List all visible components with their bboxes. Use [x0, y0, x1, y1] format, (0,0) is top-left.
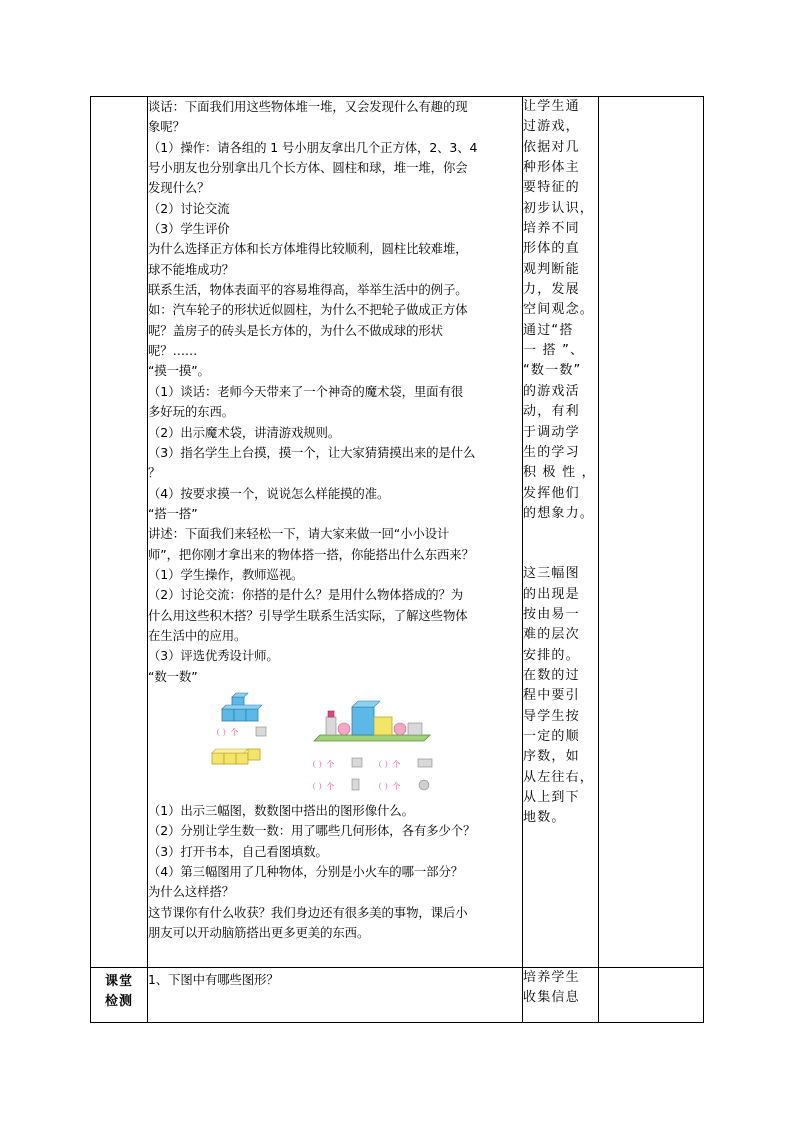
process-line: “摸一摸”。: [148, 363, 210, 379]
process-line: 呢？……: [148, 343, 198, 359]
shapes-illustration: [208, 691, 448, 795]
process-text-after: [148, 801, 522, 943]
intent-line: 于调动学: [523, 424, 580, 440]
check-label-cell: [91, 968, 148, 1023]
process-line: 呢？盖房子的砖头是长方体的，为什么不做成球的形状: [148, 322, 443, 338]
check-row: [91, 968, 704, 1023]
intent-line: 发挥他们: [523, 485, 580, 501]
process-line: 这节课你有什么收获？我们身边还有很多美的事物，课后小: [148, 904, 468, 920]
process-line: （1）出示三幅图，数数图中搭出的图形像什么。: [148, 802, 414, 818]
count-label-5: （ ）个: [374, 781, 401, 791]
process-line: （1）谈话：老师今天带来了一个神奇的魔术袋，里面有很: [148, 383, 464, 399]
intent-line: 在数的过: [523, 667, 580, 683]
process-line: （4）第三幅图用了几种物体，分别是小火车的哪一部分？: [148, 864, 464, 879]
count-label-1: （ ）个: [212, 727, 239, 737]
blue-cube-stack: [222, 693, 262, 721]
process-line: 联系生活，物体表面平的容易堆得高，举举生活中的例子。: [148, 282, 468, 298]
intent-line: 这三幅图: [523, 566, 580, 582]
intent-line: 依据对几: [523, 139, 580, 155]
ball-icon: [419, 780, 429, 790]
process-text: [148, 97, 522, 687]
intent-cell: [523, 97, 599, 968]
process-line: ？: [148, 465, 161, 481]
cube-icon: [256, 727, 266, 736]
intent-line: 的想象力。: [523, 505, 595, 521]
intent-line: 生的学习: [523, 444, 580, 460]
process-line: 象呢？: [148, 119, 185, 135]
process-line: （2）出示魔术袋，讲清游戏规则。: [148, 424, 341, 440]
intent-line: 通过“搭: [523, 322, 574, 338]
intent-line: 序数，如: [523, 749, 580, 765]
intent-line: 地数。: [523, 810, 566, 826]
process-line: （2）分别让学生数一数：用了哪些几何形体，各有多少个？: [148, 823, 476, 839]
intent-line: “数一数”: [523, 363, 582, 379]
counting-figure: [148, 691, 522, 799]
intent-line: 过游戏，: [523, 119, 580, 135]
check-label-line2: 检测: [104, 994, 133, 1009]
yellow-cube-row: [212, 749, 260, 764]
intent-line: 让学生通: [523, 99, 580, 114]
process-line: 师”，把你刚才拿出来的物体搭一搭，你能搭出什么东西来？: [148, 546, 474, 562]
check-intent-cell: [523, 968, 599, 1023]
intent-line: 动，有利: [523, 404, 580, 420]
intent-line: 按由易一: [523, 606, 580, 622]
process-line: （1）操作：请各组的 1 号小朋友拿出几个正方体，2、3、4: [148, 139, 478, 155]
intent-line: 一定的顺: [523, 728, 580, 744]
process-line: 号小朋友也分别拿出几个长方体、圆柱和球，堆一堆，你会: [148, 160, 468, 176]
check-notes-cell: [599, 968, 704, 1023]
intent-line: 要特征的: [523, 180, 580, 196]
check-question: 1、下图中有哪些图形？: [148, 972, 279, 987]
activity-row: [91, 97, 704, 968]
process-line: （3）评选优秀设计师。: [148, 648, 279, 664]
intent-line: 安排的。: [523, 647, 580, 663]
process-line: 谈话：下面我们用这些物体堆一堆，又会发现什么有趣的现: [148, 99, 468, 114]
process-line: （3）学生评价: [148, 221, 230, 237]
intent-line: 种形体主: [523, 160, 580, 176]
process-cell: [148, 97, 523, 968]
check-intent-line: 培养学生: [523, 970, 580, 985]
intent-line: 一 搭 ”、: [523, 343, 585, 359]
process-line: （2）讨论交流: [148, 200, 230, 216]
count-label-2: （ ）个: [308, 759, 335, 769]
process-line: 为什么选择正方体和长方体堆得比较顺利，圆柱比较难堆，: [148, 241, 468, 257]
process-line: 如：汽车轮子的形状近似圆柱，为什么不把轮子做成正方体: [148, 302, 468, 318]
process-line: （4）按要求摸一个，说说怎么样能摸的准。: [148, 485, 390, 501]
process-line: 多好玩的东西。: [148, 404, 235, 420]
process-line: （3）打开书本，自己看图填数。: [148, 843, 328, 859]
intent-text-b: [523, 564, 598, 828]
check-label-line1: 课堂: [104, 974, 133, 989]
check-content-cell: [148, 968, 523, 1023]
process-line: “搭一搭”: [148, 505, 198, 521]
intent-line: 观判断能: [523, 261, 580, 277]
intent-line: 难的层次: [523, 627, 580, 643]
process-line: 为什么这样搭？: [148, 884, 235, 900]
intent-line: 积 极 性 ，: [523, 465, 596, 481]
process-line: 发现什么？: [148, 180, 210, 196]
count-label-4: （ ）个: [308, 781, 335, 791]
check-intent-text: [523, 968, 598, 1009]
process-line: （3）指名学生上台摸，摸一个，让大家猜猜摸出来的是什么: [148, 444, 476, 460]
intent-text-a: [523, 97, 598, 524]
intent-line: 的游戏活: [523, 383, 580, 399]
intent-line: 程中要引: [523, 688, 580, 704]
intent-line: 空间观念。: [523, 302, 595, 318]
section-label-cell: [91, 97, 148, 968]
check-intent-line: 收集信息: [523, 990, 580, 1006]
intent-line: 培养不同: [523, 221, 580, 237]
lesson-table: [90, 96, 704, 1023]
intent-line: 从上到下: [523, 790, 580, 805]
process-line: （2）讨论交流：你搭的是什么？是用什么物体搭成的？为: [148, 587, 464, 603]
process-line: （1）学生操作，教师巡视。: [148, 566, 304, 582]
intent-line: 的出现是: [523, 586, 580, 602]
cylinder-icon: [352, 779, 359, 790]
cuboid-icon: [418, 759, 432, 767]
intent-line: 形体的直: [523, 241, 580, 257]
process-line: 什么用这些积木搭？引导学生联系生活实际，了解这些物体: [148, 607, 468, 623]
process-line: 讲述：下面我们来轻松一下，请大家来做一回“小小设计: [148, 526, 450, 542]
intent-line: 力，发展: [523, 282, 580, 298]
intent-line: 从左往右，: [523, 769, 595, 785]
process-line: 在生活中的应用。: [148, 627, 247, 643]
train-model: [314, 701, 430, 741]
intent-line: 初步认识，: [523, 200, 595, 216]
intent-line: 导学生按: [523, 708, 580, 724]
process-line: 朋友可以开动脑筋搭出更多更美的东西。: [148, 925, 370, 941]
notes-cell: [599, 97, 704, 968]
cube-icon: [352, 758, 362, 767]
process-line: “数一数”: [148, 668, 198, 684]
process-line: 球不能堆成功？: [148, 261, 235, 277]
count-label-3: （ ）个: [374, 759, 401, 769]
